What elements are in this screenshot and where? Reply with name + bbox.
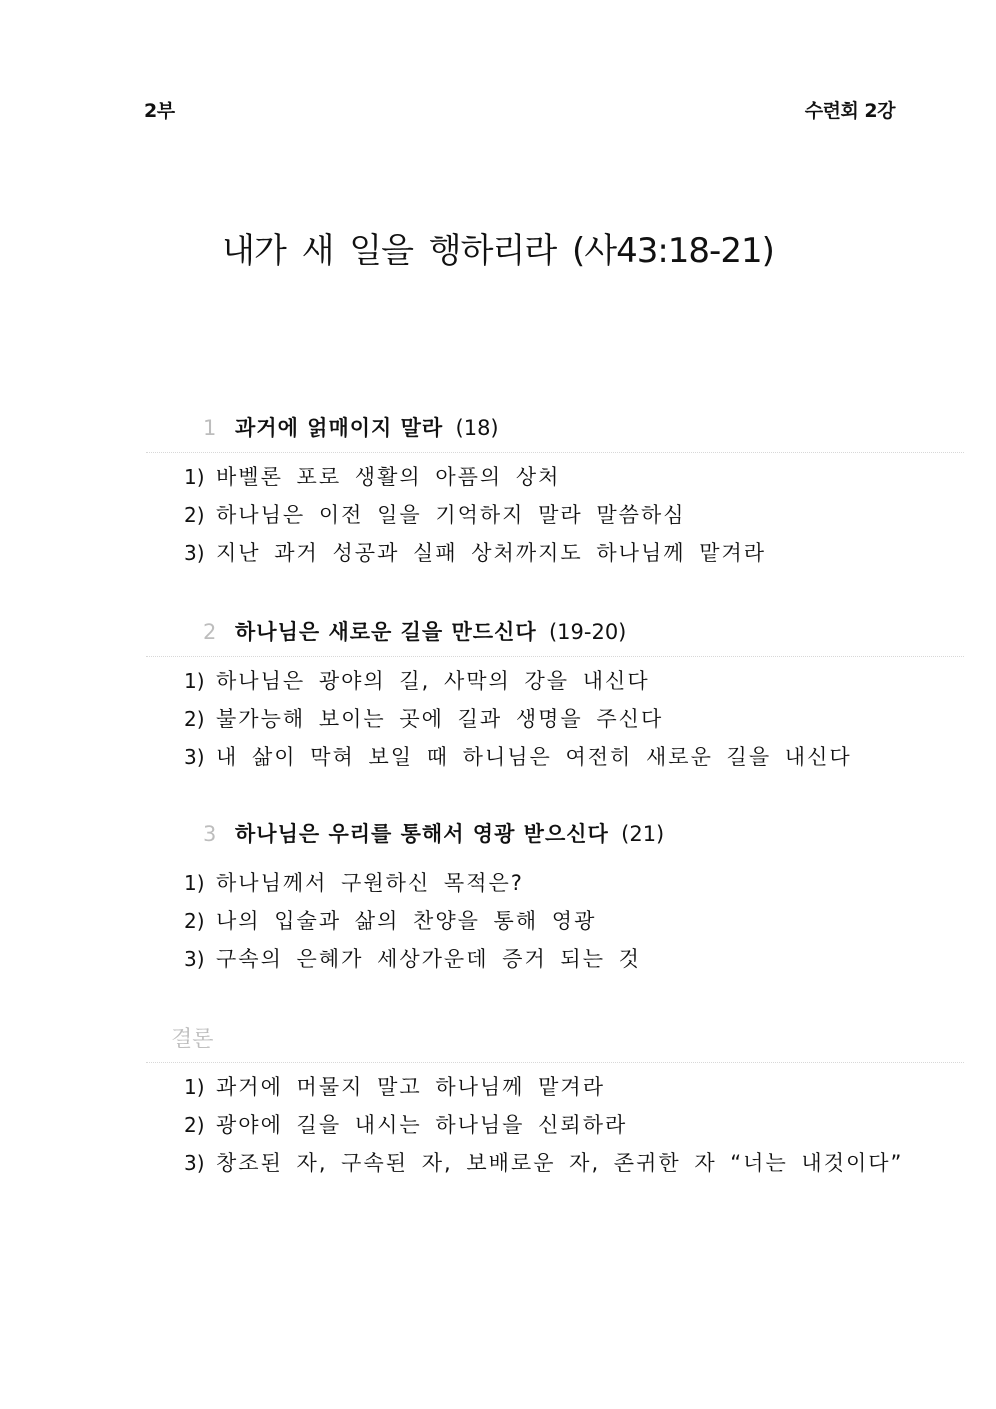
page-title: 내가 새 일을 행하리라 (사43:18-21) <box>222 230 774 271</box>
item-text: 바벨론 포로 생활의 아픔의 상처 <box>216 465 561 489</box>
point-list <box>184 458 766 572</box>
session-label: 수련회 2강 <box>804 100 895 122</box>
item-number: 3) <box>184 745 205 769</box>
section-heading <box>203 818 664 848</box>
scripture-reference: (19-20) <box>548 620 627 644</box>
item-text: 지난 과거 성공과 실패 상처까지도 하나님께 맡겨라 <box>216 541 767 565</box>
list-item <box>184 496 766 534</box>
section-heading <box>203 412 499 442</box>
list-item <box>184 662 852 700</box>
section-number: 2 <box>203 620 218 644</box>
list-item <box>184 902 641 940</box>
divider <box>146 452 964 453</box>
list-item <box>184 1144 903 1182</box>
section-title: 하나님은 새로운 길을 만드신다 <box>235 620 537 644</box>
item-number: 1) <box>184 1075 205 1099</box>
item-number: 2) <box>184 707 205 731</box>
item-number: 1) <box>184 871 205 895</box>
section-heading <box>203 616 626 646</box>
item-text: 나의 입술과 삶의 찬양을 통해 영광 <box>216 909 597 933</box>
item-number: 3) <box>184 541 205 565</box>
point-list <box>184 864 641 978</box>
conclusion-heading: 결론 <box>171 1027 214 1052</box>
part-label: 2부 <box>144 100 175 122</box>
section-number: 1 <box>203 416 218 440</box>
item-number: 2) <box>184 909 205 933</box>
list-item <box>184 1106 903 1144</box>
divider <box>146 1062 964 1063</box>
item-number: 1) <box>184 465 205 489</box>
divider <box>146 656 964 657</box>
item-text: 창조된 자, 구속된 자, 보배로운 자, 존귀한 자 “너는 내것이다” <box>216 1151 904 1175</box>
item-number: 1) <box>184 669 205 693</box>
item-number: 3) <box>184 1151 205 1175</box>
item-text: 하나님은 광야의 길, 사막의 강을 내신다 <box>216 669 650 693</box>
item-text: 내 삶이 막혀 보일 때 하니님은 여전히 새로운 길을 내신다 <box>216 745 852 769</box>
list-item <box>184 738 852 776</box>
list-item <box>184 1068 903 1106</box>
scripture-reference: (18) <box>455 416 499 440</box>
item-text: 불가능해 보이는 곳에 길과 생명을 주신다 <box>216 707 664 731</box>
list-item <box>184 534 766 572</box>
item-text: 하나님은 이전 일을 기억하지 말라 말씀하심 <box>216 503 686 527</box>
scripture-reference: (21) <box>621 822 665 846</box>
section-title: 과거에 얽매이지 말라 <box>235 416 444 440</box>
item-number: 3) <box>184 947 205 971</box>
point-list <box>184 662 852 776</box>
list-item <box>184 700 852 738</box>
item-number: 2) <box>184 503 205 527</box>
item-text: 구속의 은혜가 세상가운데 증거 되는 것 <box>216 947 641 971</box>
section-title: 하나님은 우리를 통해서 영광 받으신다 <box>235 822 609 846</box>
item-text: 광야에 길을 내시는 하나님을 신뢰하라 <box>216 1113 628 1137</box>
list-item <box>184 458 766 496</box>
item-text: 하나님께서 구원하신 목적은? <box>216 871 524 895</box>
list-item <box>184 940 641 978</box>
item-number: 2) <box>184 1113 205 1137</box>
point-list <box>184 1068 903 1182</box>
section-number: 3 <box>203 822 218 846</box>
list-item <box>184 864 641 902</box>
item-text: 과거에 머물지 말고 하나님께 맡겨라 <box>216 1075 605 1099</box>
